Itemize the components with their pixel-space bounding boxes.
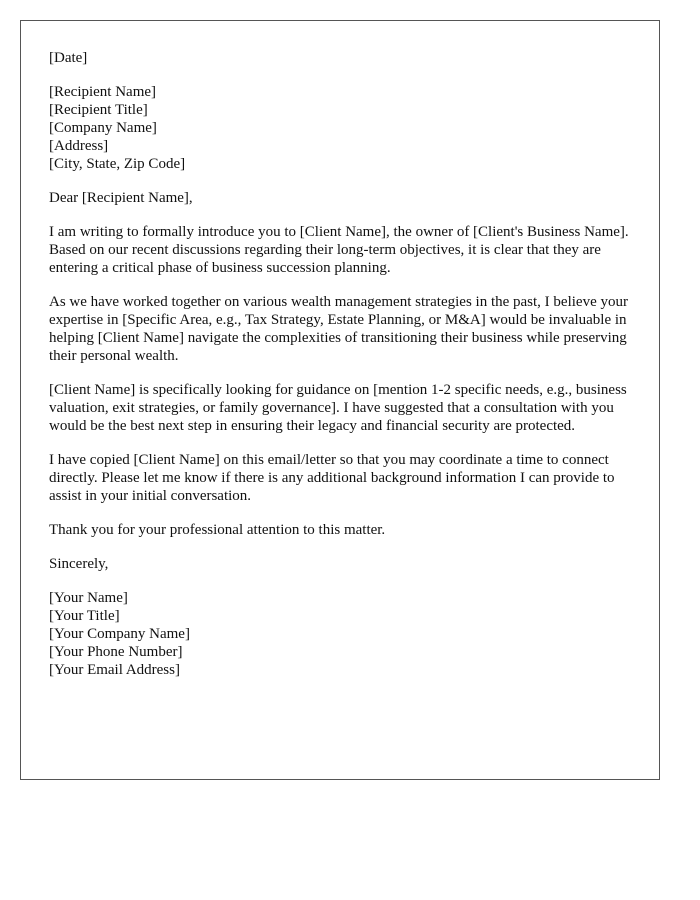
recipient-title: [Recipient Title] — [49, 102, 148, 118]
body-paragraph-expertise: As we have worked together on various wealth management strategies in the past, I believe your expertise in [Specific Area, e.g., Tax Strategy, Estate Planning, or M&A] would be invaluable in helping [Client Name] navigate the complexities of transitioning their business while preserving their personal wealth. — [49, 294, 628, 364]
recipient-address: [Address] — [49, 138, 109, 154]
closing: Sincerely, — [49, 556, 109, 572]
signature-company: [Your Company Name] — [49, 626, 190, 642]
recipient-company: [Company Name] — [49, 120, 157, 136]
date-line: [Date] — [49, 50, 88, 66]
salutation: Dear [Recipient Name], — [49, 190, 193, 206]
recipient-city-state-zip: [City, State, Zip Code] — [49, 156, 186, 172]
signature-email: [Your Email Address] — [49, 662, 180, 678]
signature-title: [Your Title] — [49, 608, 120, 624]
signature-name: [Your Name] — [49, 590, 128, 606]
signature-phone: [Your Phone Number] — [49, 644, 183, 660]
body-paragraph-intro: I am writing to formally introduce you to [Client Name], the owner of [Client's Business Name]. Based on our recent discussions regarding their long-term objectives, it is clear that they are entering a critical phase of business succession planning. — [49, 224, 629, 276]
body-paragraph-needs: [Client Name] is specifically looking for guidance on [mention 1-2 specific needs, e.g., business valuation, exit strategies, or family governance]. I have suggested that a consultation with you would be the best next step in ensuring their legacy and financial security are protected. — [49, 382, 627, 434]
letter-page — [20, 20, 660, 780]
date-block — [49, 49, 631, 67]
body-paragraph-coordination: I have copied [Client Name] on this email/letter so that you may coordinate a time to connect directly. Please let me know if there is any additional background information I can provide to assist in your initial conversation. — [49, 452, 615, 504]
recipient-address-block — [49, 83, 631, 173]
body-paragraph-thanks: Thank you for your professional attention to this matter. — [49, 522, 386, 538]
recipient-name: [Recipient Name] — [49, 84, 157, 100]
signature-block — [49, 589, 631, 679]
